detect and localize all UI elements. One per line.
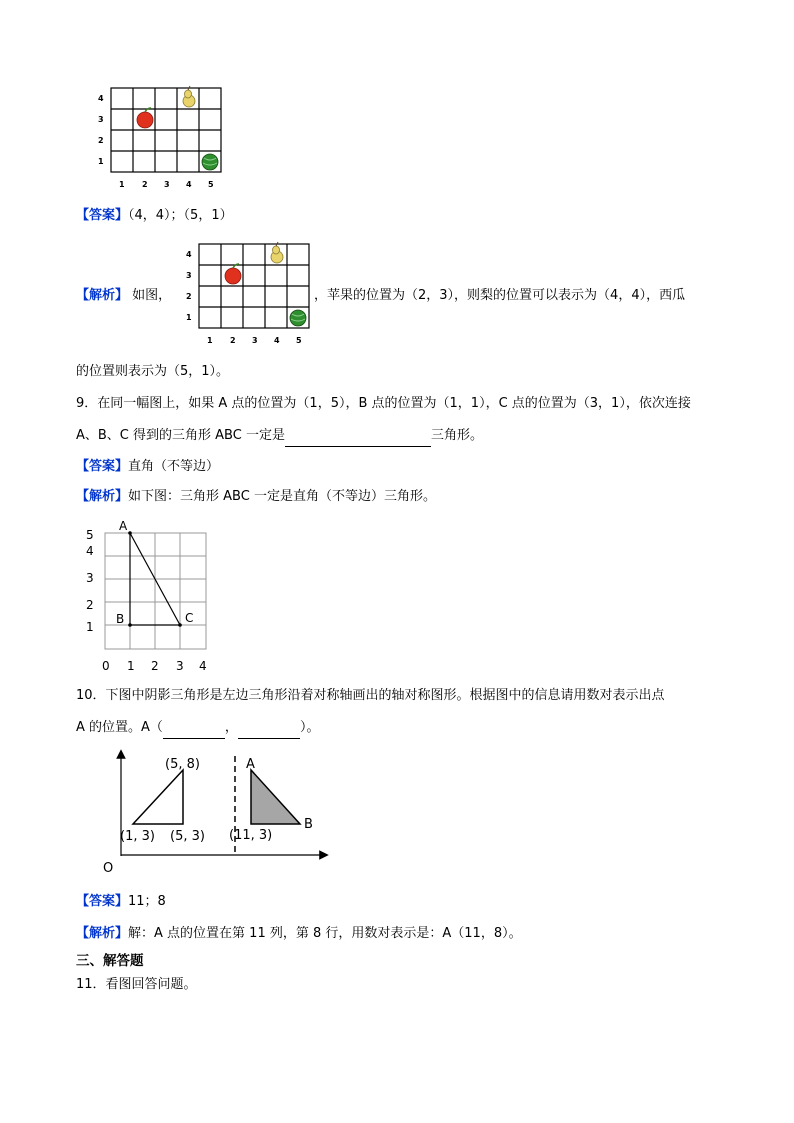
- apple-icon: [137, 108, 153, 128]
- q10-question-line1: 10．下图中阴影三角形是左边三角形沿着对称轴画出的轴对称图形。根据图中的信息请用数对表示出点: [76, 688, 665, 703]
- col-label: 5: [208, 180, 214, 189]
- x-tick: 4: [199, 659, 207, 673]
- analysis-text: 如图，: [132, 288, 172, 303]
- pear-icon: [271, 242, 283, 263]
- q10-symmetry-figure: [100, 748, 330, 876]
- col-label: 1: [207, 336, 213, 345]
- answer-blank-y[interactable]: [238, 718, 300, 739]
- x-tick: 1: [127, 659, 135, 673]
- col-label: 3: [252, 336, 258, 345]
- analysis-tag: 【解析】: [76, 288, 129, 303]
- q11-question: 11．看图回答问题。: [76, 977, 197, 992]
- left-triangle: [133, 770, 183, 824]
- analysis-text: 解：A 点的位置在第 11 列，第 8 行，用数对表示是：A（11，8）。: [128, 926, 522, 941]
- fruit-grid-figure-1: [88, 84, 228, 194]
- answer-text: （4，4）；（5，1）: [128, 208, 233, 223]
- watermelon-icon: [202, 154, 218, 170]
- point-label: (1, 3): [120, 829, 155, 844]
- col-label: 5: [296, 336, 302, 345]
- q8-analysis-pre: [76, 286, 171, 306]
- analysis-tag: 【解析】: [76, 926, 129, 941]
- row-label: 4: [186, 250, 192, 259]
- q9-analysis: [76, 487, 436, 507]
- y-tick: 1: [86, 620, 94, 634]
- answer-tag: 【答案】: [76, 208, 129, 223]
- row-label: 2: [186, 292, 192, 301]
- answer-blank[interactable]: [285, 426, 431, 447]
- q9-answer: [76, 457, 219, 477]
- col-label: 4: [186, 180, 192, 189]
- x-tick: 0: [102, 659, 110, 673]
- answer-blank-x[interactable]: [163, 718, 225, 739]
- col-label: 4: [274, 336, 280, 345]
- point-label-c: C: [185, 611, 194, 625]
- fruit-grid-figure-2: [176, 240, 316, 348]
- apple-icon: [225, 264, 241, 284]
- point-label: (5, 3): [170, 829, 205, 844]
- row-label: 4: [98, 94, 104, 103]
- q9-question-line2: [76, 426, 483, 447]
- col-label: 1: [119, 180, 125, 189]
- q8-answer: [76, 206, 233, 226]
- q9-text: 三角形。: [430, 428, 483, 443]
- pear-icon: [183, 86, 195, 107]
- row-label: 3: [98, 115, 104, 124]
- col-label: 2: [230, 336, 236, 345]
- point-label-a: A: [246, 757, 255, 772]
- section-title: 三、解答题: [76, 953, 144, 969]
- x-tick: 2: [151, 659, 159, 673]
- q9-question-line1: 9．在同一幅图上，如果 A 点的位置为（1，5），B 点的位置为（1，1），C 点的位置为（3，1），依次连接: [76, 396, 691, 411]
- q10-analysis: [76, 924, 522, 944]
- origin-label: O: [103, 861, 114, 876]
- row-label: 1: [186, 313, 192, 322]
- q10-question-line2: [76, 718, 319, 739]
- y-tick: 3: [86, 571, 94, 585]
- analysis-tag: 【解析】: [76, 489, 129, 504]
- answer-tag: 【答案】: [76, 894, 129, 909]
- shaded-triangle: [251, 770, 300, 824]
- y-tick: 5: [86, 528, 94, 542]
- q10-answer: [76, 892, 166, 912]
- point-label-b: B: [116, 612, 125, 626]
- q10-text: ，: [224, 720, 238, 735]
- watermelon-icon: [290, 310, 306, 326]
- point-label: (11, 3): [229, 828, 273, 843]
- q8-analysis-post: ，苹果的位置为（2，3），则梨的位置可以表示为（4，4），西瓜: [314, 288, 686, 303]
- point-label-a: A: [119, 519, 128, 533]
- point-label: (5, 8): [165, 757, 200, 772]
- answer-text: 直角（不等边）: [128, 459, 220, 474]
- analysis-text: 如下图：三角形 ABC 一定是直角（不等边）三角形。: [128, 489, 436, 504]
- point-label-b: B: [304, 817, 313, 832]
- row-label: 1: [98, 157, 104, 166]
- row-label: 3: [186, 271, 192, 280]
- q8-analysis-cont: 的位置则表示为（5，1）。: [76, 364, 230, 379]
- q9-triangle-figure: [80, 518, 220, 678]
- q10-text: ）。: [299, 720, 320, 735]
- col-label: 2: [142, 180, 148, 189]
- x-tick: 3: [176, 659, 184, 673]
- y-tick: 2: [86, 598, 94, 612]
- answer-text: 11；8: [128, 894, 166, 909]
- answer-tag: 【答案】: [76, 459, 129, 474]
- q10-text: A 的位置。A（: [76, 720, 163, 735]
- y-tick: 4: [86, 544, 94, 558]
- col-label: 3: [164, 180, 170, 189]
- q9-text: A、B、C 得到的三角形 ABC 一定是: [76, 428, 285, 443]
- row-label: 2: [98, 136, 104, 145]
